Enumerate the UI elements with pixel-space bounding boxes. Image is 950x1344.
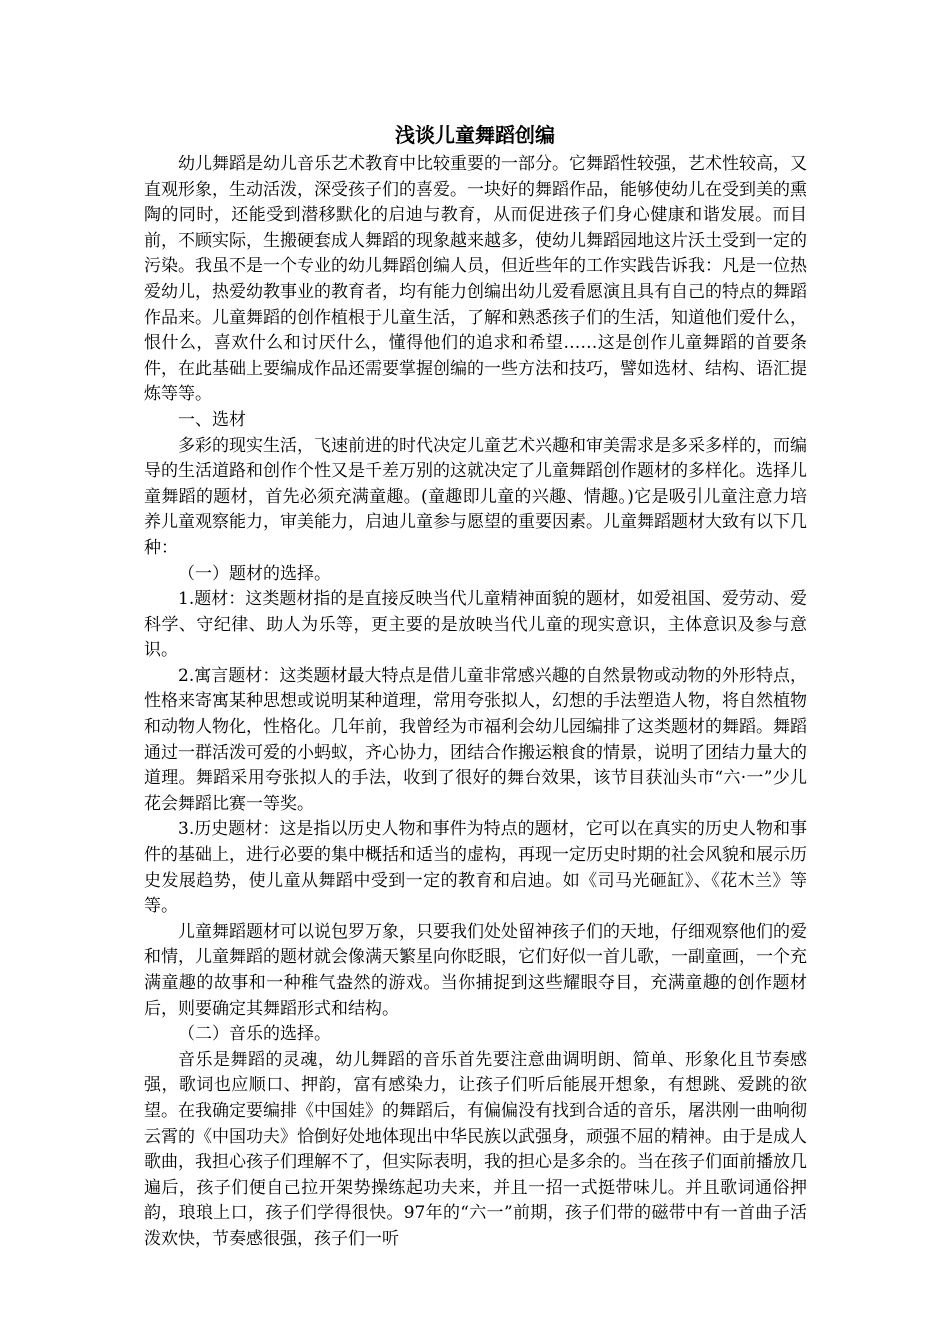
subsection-heading: （一）题材的选择。 [178,563,331,584]
subsection-heading: （二）音乐的选择。 [178,1024,331,1045]
body-paragraph: 音乐是舞蹈的灵魂，幼儿舞蹈的音乐首先要注意曲调明朗、简单、形象化且节奏感强，歌词也应顺口、押韵，富有感染力，让孩子们听后能展开想象，有想跳、爱跳的欲望。在我确定要编排《中国娃》的舞蹈后，有偏偏没有找到合适的音乐，屠洪刚一曲响彻云霄的《中国功夫》恰倒好处地体现出中华民族以武强身，顽强不屈的精神。由于是成人歌曲，我担心孩子们理解不了，但实际表明，我的担心是多余的。当在孩子们面前播放几遍后，孩子们便自己拉开架势操练起功夫来，并且一招一式挺带味儿。并且歌词通俗押韵，琅琅上口，孩子们学得很快。97年的“六一”前期，孩子们带的磁带中有一首曲子活泼欢快，节奏感很强，孩子们一听 [144,1049,807,1249]
list-item-paragraph: 3.历史题材：这是指以历史人物和事件为特点的题材，它可以在真实的历史人物和事件的基础上，进行必要的集中概括和适当的虚构，再现一定历史时期的社会风貌和展示历史发展趋势，使儿童从舞蹈中受到一定的教育和启迪。如《司马光砸缸》、《花木兰》等等。 [144,819,807,917]
intro-paragraph: 幼儿舞蹈是幼儿音乐艺术教育中比较重要的一部分。它舞蹈性较强，艺术性较高，又直观形象，生动活泼，深受孩子们的喜爱。一块好的舞蹈作品，能够使幼儿在受到美的熏陶的同时，还能受到潜移默化的启迪与教育，从而促进孩子们身心健康和谐发展。而目前，不顾实际，生搬硬套成人舞蹈的现象越来越多，使幼儿舞蹈园地这片沃土受到一定的污染。我虽不是一个专业的幼儿舞蹈创编人员，但近些年的工作实践告诉我：凡是一位热爱幼儿，热爱幼教事业的教育者，均有能力创编出幼儿爱看愿演且具有自己的特点的舞蹈作品来。儿童舞蹈的创作植根于儿童生活，了解和熟悉孩子们的生活，知道他们爱什么，恨什么，喜欢什么和讨厌什么，懂得他们的追求和希望……这是创作儿童舞蹈的首要条件，在此基础上要编成作品还需要掌握创编的一些方法和技巧，譬如选材、结构、语汇提炼等等。 [144,154,807,405]
body-paragraph: 儿童舞蹈题材可以说包罗万象，只要我们处处留神孩子们的天地，仔细观察他们的爱和情，儿童舞蹈的题材就会像满天繁星向你眨眼，它们好似一首儿歌，一副童画，一个充满童趣的故事和一种稚气盎然的游戏。当你捕捉到这些耀眼夺目，充满童趣的创作题材后，则要确定其舞蹈形式和结构。 [144,921,807,1019]
section-heading: 一、选材 [178,409,246,430]
list-item-paragraph: 1.题材：这类题材指的是直接反映当代儿童精神面貌的题材，如爱祖国、爱劳动、爱科学、守纪律、助人为乐等，更主要的是放映当代儿童的现实意识，主体意识及参与意识。 [144,589,807,661]
document-body [144,152,807,1253]
list-item-paragraph: 2.寓言题材：这类题材最大特点是借儿童非常感兴趣的自然景物或动物的外形特点，性格来寄寓某种思想或说明某种道理，常用夸张拟人，幻想的手法塑造人物，将自然植物和动物人物化，性格化。几年前，我曾经为市福利会幼儿园编排了这类题材的舞蹈。舞蹈通过一群活泼可爱的小蚂蚁，齐心协力，团结合作搬运粮食的情景，说明了团结力量大的道理。舞蹈采用夸张拟人的手法，收到了很好的舞台效果，该节目获汕头市“六·一”少儿花会舞蹈比赛一等奖。 [144,665,807,814]
body-paragraph: 多彩的现实生活，飞速前进的时代决定儿童艺术兴趣和审美需求是多采多样的，而编导的生活道路和创作个性又是千差万别的这就决定了儿童舞蹈创作题材的多样化。选择儿童舞蹈的题材，首先必须充满童趣。(童趣即儿童的兴趣、情趣。)它是吸引儿童注意力培养儿童观察能力，审美能力，启迪儿童参与愿望的重要因素。儿童舞蹈题材大致有以下几种： [144,435,807,558]
document-title: 浅谈儿童舞蹈创编 [395,123,555,147]
